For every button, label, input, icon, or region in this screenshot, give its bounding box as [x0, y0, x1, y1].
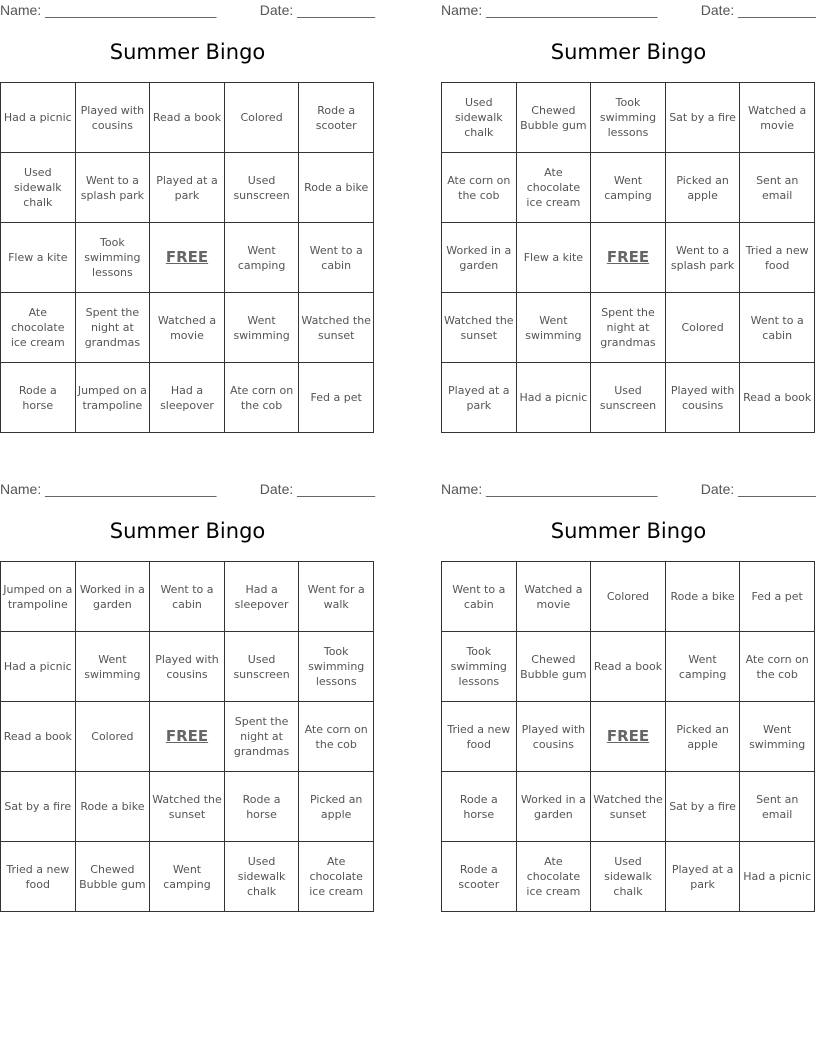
bingo-cell: Tried a new food [740, 223, 815, 293]
name-field-label: Name: ______________________ [0, 2, 217, 18]
bingo-cell: Read a book [740, 363, 815, 433]
card-title: Summer Bingo [109, 40, 266, 64]
bingo-cell: Chewed Bubble gum [516, 632, 591, 702]
bingo-cell: Had a sleepover [224, 562, 299, 632]
bingo-cell: Took swimming lessons [591, 83, 666, 153]
bingo-cell: Worked in a garden [516, 772, 591, 842]
bingo-cell: Picked an apple [665, 153, 740, 223]
bingo-cell: Colored [665, 293, 740, 363]
bingo-cell: Went to a splash park [665, 223, 740, 293]
card-header [0, 0, 375, 22]
grid-row [442, 702, 815, 772]
bingo-cell: Went camping [591, 153, 666, 223]
bingo-cell: Ate chocolate ice cream [516, 153, 591, 223]
bingo-cell: Played at a park [150, 153, 225, 223]
bingo-cell: Went camping [150, 842, 225, 912]
grid-row [442, 293, 815, 363]
card-title: Summer Bingo [109, 519, 266, 543]
bingo-cell: Colored [224, 83, 299, 153]
bingo-cell: Sat by a fire [1, 772, 76, 842]
bingo-cell: Had a sleepover [150, 363, 225, 433]
bingo-cell: Used sunscreen [591, 363, 666, 433]
grid-row [1, 702, 374, 772]
bingo-cell: Went for a walk [299, 562, 374, 632]
grid-row [442, 223, 815, 293]
grid-row [1, 842, 374, 912]
bingo-cell: Watched the sunset [591, 772, 666, 842]
bingo-cell: Rode a scooter [442, 842, 517, 912]
bingo-cell: Rode a bike [299, 153, 374, 223]
free-space-cell: FREE [150, 223, 225, 293]
bingo-grid [0, 561, 374, 912]
bingo-cell: Went camping [665, 632, 740, 702]
bingo-grid [441, 82, 815, 433]
grid-row [1, 363, 374, 433]
bingo-cell: Went to a cabin [442, 562, 517, 632]
date-field-label: Date: __________ [700, 2, 816, 18]
bingo-cell: Sat by a fire [665, 83, 740, 153]
bingo-cell: Rode a horse [1, 363, 76, 433]
bingo-cell: Watched the sunset [150, 772, 225, 842]
card-header [0, 479, 375, 501]
bingo-cell: Took swimming lessons [75, 223, 150, 293]
bingo-cell: Ate corn on the cob [740, 632, 815, 702]
bingo-cell: Used sidewalk chalk [591, 842, 666, 912]
bingo-grid [0, 82, 374, 433]
bingo-cell: Fed a pet [299, 363, 374, 433]
bingo-cell: Picked an apple [299, 772, 374, 842]
date-field-label: Date: __________ [700, 481, 816, 497]
bingo-cell: Used sidewalk chalk [224, 842, 299, 912]
bingo-cell: Sent an email [740, 772, 815, 842]
bingo-cell: Used sidewalk chalk [1, 153, 76, 223]
bingo-cell: Spent the night at grandmas [224, 702, 299, 772]
grid-row [1, 293, 374, 363]
bingo-cell: Fed a pet [740, 562, 815, 632]
bingo-cell: Worked in a garden [75, 562, 150, 632]
bingo-cell: Played with cousins [665, 363, 740, 433]
bingo-cell: Used sidewalk chalk [442, 83, 517, 153]
bingo-cell: Watched a movie [150, 293, 225, 363]
grid-row [442, 842, 815, 912]
grid-row [1, 83, 374, 153]
bingo-card-1 [0, 0, 375, 412]
card-title: Summer Bingo [550, 519, 707, 543]
grid-row [442, 632, 815, 702]
bingo-cell: Went to a cabin [150, 562, 225, 632]
bingo-cell: Watched a movie [516, 562, 591, 632]
bingo-cell: Rode a horse [224, 772, 299, 842]
bingo-cell: Spent the night at grandmas [591, 293, 666, 363]
bingo-cell: Jumped on a trampoline [1, 562, 76, 632]
grid-row [1, 562, 374, 632]
bingo-cell: Used sunscreen [224, 153, 299, 223]
bingo-cell: Tried a new food [442, 702, 517, 772]
bingo-cell: Watched the sunset [299, 293, 374, 363]
bingo-cell: Flew a kite [1, 223, 76, 293]
bingo-cell: Went camping [224, 223, 299, 293]
bingo-cell: Rode a bike [665, 562, 740, 632]
bingo-cell: Rode a scooter [299, 83, 374, 153]
bingo-cell: Went to a cabin [299, 223, 374, 293]
card-header [441, 0, 816, 22]
bingo-cell: Played with cousins [516, 702, 591, 772]
bingo-cell: Chewed Bubble gum [75, 842, 150, 912]
bingo-cell: Took swimming lessons [442, 632, 517, 702]
card-header [441, 479, 816, 501]
bingo-cell: Played with cousins [75, 83, 150, 153]
bingo-cell: Ate chocolate ice cream [299, 842, 374, 912]
bingo-cell: Played at a park [665, 842, 740, 912]
bingo-cell: Used sunscreen [224, 632, 299, 702]
free-space-cell: FREE [150, 702, 225, 772]
bingo-grid [441, 561, 815, 912]
bingo-cell: Worked in a garden [442, 223, 517, 293]
bingo-cell: Colored [591, 562, 666, 632]
name-field-label: Name: ______________________ [441, 2, 658, 18]
grid-row [442, 363, 815, 433]
bingo-cell: Went swimming [75, 632, 150, 702]
grid-row [1, 772, 374, 842]
bingo-cell: Had a picnic [516, 363, 591, 433]
bingo-cell: Tried a new food [1, 842, 76, 912]
bingo-cell: Ate corn on the cob [299, 702, 374, 772]
bingo-cell: Went swimming [740, 702, 815, 772]
bingo-cell: Spent the night at grandmas [75, 293, 150, 363]
bingo-cell: Rode a horse [442, 772, 517, 842]
bingo-cell: Read a book [591, 632, 666, 702]
bingo-cell: Read a book [150, 83, 225, 153]
grid-row [1, 223, 374, 293]
bingo-cell: Played at a park [442, 363, 517, 433]
bingo-cell: Sent an email [740, 153, 815, 223]
bingo-cell: Had a picnic [1, 632, 76, 702]
bingo-cell: Went swimming [516, 293, 591, 363]
bingo-cell: Chewed Bubble gum [516, 83, 591, 153]
grid-row [442, 153, 815, 223]
bingo-cell: Had a picnic [740, 842, 815, 912]
date-field-label: Date: __________ [259, 481, 375, 497]
free-space-cell: FREE [591, 702, 666, 772]
bingo-cell: Colored [75, 702, 150, 772]
bingo-cell: Jumped on a trampoline [75, 363, 150, 433]
grid-row [442, 562, 815, 632]
bingo-cell: Rode a bike [75, 772, 150, 842]
bingo-cell: Had a picnic [1, 83, 76, 153]
bingo-cell: Ate chocolate ice cream [1, 293, 76, 363]
free-space-cell: FREE [591, 223, 666, 293]
bingo-card-4 [441, 479, 816, 898]
bingo-cell: Ate corn on the cob [442, 153, 517, 223]
bingo-cell: Watched a movie [740, 83, 815, 153]
name-field-label: Name: ______________________ [0, 481, 217, 497]
bingo-cell: Went to a splash park [75, 153, 150, 223]
card-title: Summer Bingo [550, 40, 707, 64]
name-field-label: Name: ______________________ [441, 481, 658, 497]
bingo-cell: Watched the sunset [442, 293, 517, 363]
bingo-cell: Sat by a fire [665, 772, 740, 842]
bingo-cell: Picked an apple [665, 702, 740, 772]
bingo-cell: Ate chocolate ice cream [516, 842, 591, 912]
bingo-cell: Read a book [1, 702, 76, 772]
bingo-cell: Ate corn on the cob [224, 363, 299, 433]
bingo-cell: Went to a cabin [740, 293, 815, 363]
bingo-cell: Flew a kite [516, 223, 591, 293]
date-field-label: Date: __________ [259, 2, 375, 18]
bingo-card-3 [0, 479, 375, 898]
grid-row [442, 772, 815, 842]
bingo-card-2 [441, 0, 816, 412]
grid-row [442, 83, 815, 153]
grid-row [1, 632, 374, 702]
bingo-cell: Went swimming [224, 293, 299, 363]
bingo-cell: Took swimming lessons [299, 632, 374, 702]
grid-row [1, 153, 374, 223]
bingo-cell: Played with cousins [150, 632, 225, 702]
